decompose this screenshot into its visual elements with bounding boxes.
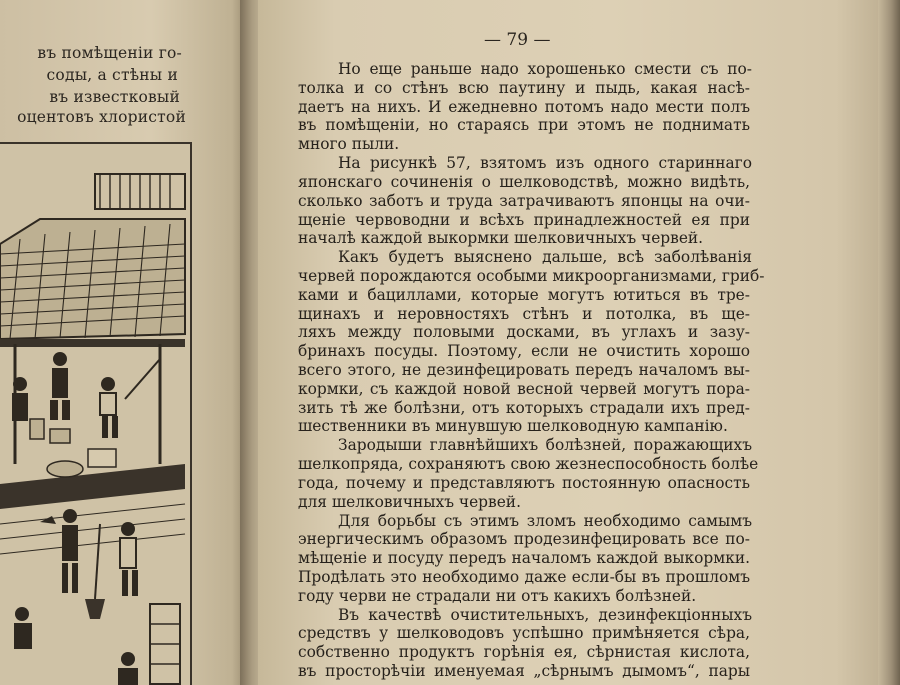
text-line: сколько заботъ и труда затрачиваютъ японцы на очи-	[298, 191, 750, 210]
text-line: всего этого, не дезинфецировать передъ началомъ вы-	[298, 361, 750, 379]
text-line: зить тѣ же болѣзни, отъ которыхъ страдали ихъ пред-	[298, 398, 750, 417]
text-line: энергическимъ образомъ продезинфецировать все по-	[298, 530, 750, 549]
text-line: щинахъ и неровностяхъ стѣнъ и потолка, въ щe-	[298, 304, 750, 323]
text-line: собственно продуктъ горѣнія ея, сѣрнистая кислота,	[298, 643, 750, 662]
left-text-line: въ известковый	[49, 88, 180, 106]
text-line: Продѣлать это необходимо даже если-бы въ прошломъ	[298, 567, 750, 586]
text-line: года, почему и представляютъ постоянную опасность	[298, 473, 750, 492]
text-line: средствъ у шелководовъ успѣшно примѣняется сѣра,	[298, 624, 750, 643]
text-line: году черви не страдали ни отъ какихъ болѣзней.	[298, 586, 697, 605]
text-line: кормки, съ каждой новой весной червей могутъ пора-	[298, 379, 750, 398]
text-line: Для борьбы съ этимъ зломъ необходимо самымъ	[338, 511, 752, 530]
text-line: въ помѣщеніи, но стараясь при этомъ не поднимать	[298, 116, 750, 135]
text-line: толка и со стѣнъ всю паутину и пыдь, какая насѣ-	[298, 78, 750, 97]
text-line: для шелковичныхъ червей.	[298, 492, 521, 511]
text-line: Какъ будетъ выяснено дальше, всѣ заболѣванія	[338, 248, 752, 267]
text-line: Зародыши главнѣйшихъ болѣзней, поражающихъ	[338, 436, 752, 455]
text-line: началѣ каждой выкормки шелковичныхъ червей.	[298, 229, 704, 248]
text-line: шественники въ минувшую шелководную кампанію.	[298, 417, 728, 436]
page-number: — 79 —	[484, 30, 551, 50]
text-line: въ просторѣчіи именуемая „сѣрнымъ дымомъ“, пары	[298, 662, 750, 680]
text-line: много пыли.	[298, 135, 400, 154]
left-page	[0, 0, 252, 685]
text-line: шелкопряда, сохраняютъ свою жезнеспособность болѣе	[298, 455, 759, 474]
japanese-sericulture-illustration	[0, 142, 192, 685]
text-line: На рисункѣ 57, взятомъ изъ одного стариннаго	[338, 154, 752, 173]
text-line: червей порождаются особыми микроорганизмами, гриб-	[298, 266, 765, 285]
text-line: Но еще раньше надо хорошенько смести съ по-	[338, 60, 752, 78]
text-line: мѣщеніе и посуду передъ началомъ каждой выкормки.	[298, 549, 750, 568]
left-text-line: въ помѣщеніи го-	[37, 44, 182, 62]
page-edge	[878, 0, 900, 685]
text-line: бринахъ посуды. Поэтому, если не очистить хорошо	[298, 342, 750, 361]
text-line: японскаго сочиненія о шелководствѣ, можно видѣть,	[298, 172, 750, 191]
text-line: щеніе червоводни и всѣхъ принадлежностей ея при	[298, 210, 750, 229]
text-line: ляхъ между половыми досками, въ углахъ и зазу-	[298, 323, 750, 342]
left-text-line: соды, а стѣны и	[46, 66, 178, 84]
left-text-line: оцентовъ хлористой	[17, 108, 186, 126]
text-line: ками и бациллами, которые могутъ ютиться въ тре-	[298, 285, 750, 304]
text-line: даетъ на нихъ. И ежедневно потомъ надо мести полъ	[298, 97, 750, 116]
illustration-drawing	[0, 144, 190, 685]
text-line: Въ качествѣ очистительныхъ, дезинфекціонныхъ	[338, 605, 752, 624]
